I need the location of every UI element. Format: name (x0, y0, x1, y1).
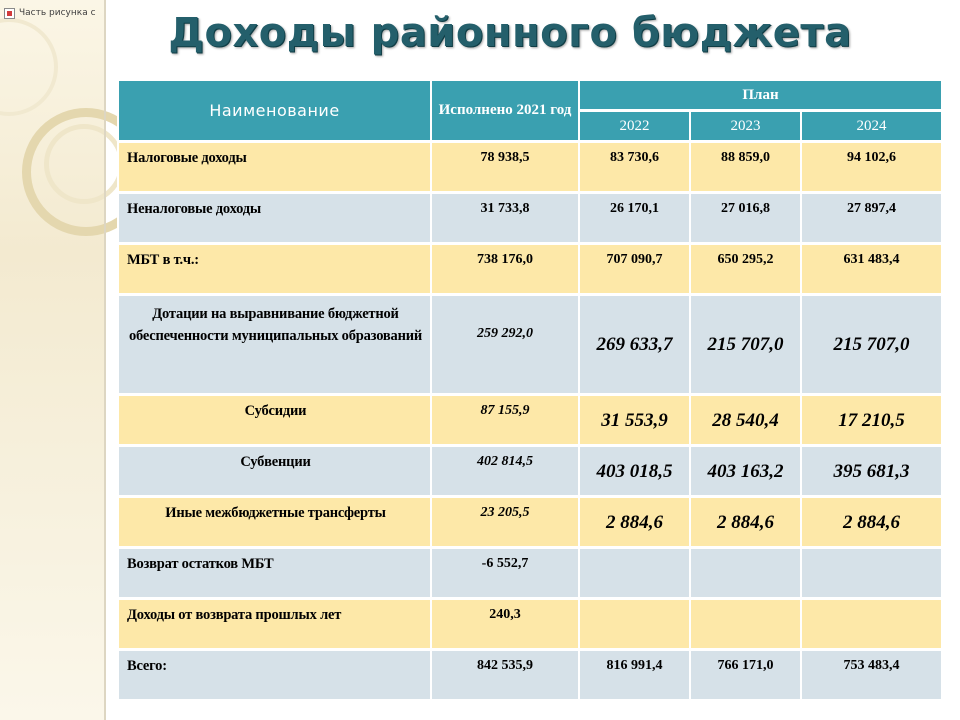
table-row (117, 296, 941, 396)
row-name: Субвенции (117, 447, 430, 498)
table-row (117, 194, 941, 245)
executed-value: 240,3 (430, 600, 578, 651)
page-title: Доходы районного бюджета (168, 10, 852, 56)
table-row (117, 447, 941, 498)
table-row (117, 396, 941, 447)
executed-value: 402 814,5 (430, 447, 578, 498)
header-year-2022: 2022 (578, 112, 689, 143)
panel-divider (104, 0, 106, 720)
plan-2023-value: 766 171,0 (689, 651, 800, 702)
plan-2024-value: 631 483,4 (800, 245, 941, 296)
header-year-2024: 2024 (800, 112, 941, 143)
decorative-ring (44, 124, 124, 204)
row-name: Доходы от возврата прошлых лет (117, 600, 430, 651)
budget-table (117, 81, 942, 702)
plan-2023-value: 28 540,4 (689, 396, 800, 447)
plan-2022-value: 269 633,7 (578, 296, 689, 396)
plan-2023-value: 88 859,0 (689, 143, 800, 194)
table-row (117, 600, 941, 651)
plan-2022-value: 816 991,4 (578, 651, 689, 702)
row-name: МБТ в т.ч.: (117, 245, 430, 296)
table-row (117, 651, 941, 702)
plan-2023-value: 27 016,8 (689, 194, 800, 245)
row-name: Иные межбюджетные трансферты (117, 498, 430, 549)
executed-value: 31 733,8 (430, 194, 578, 245)
plan-2024-value: 17 210,5 (800, 396, 941, 447)
plan-2022-value (578, 600, 689, 651)
executed-value: 259 292,0 (430, 296, 578, 396)
plan-2023-value: 403 163,2 (689, 447, 800, 498)
header-executed: Исполнено 2021 год (430, 81, 578, 143)
plan-2023-value: 215 707,0 (689, 296, 800, 396)
plan-2022-value (578, 549, 689, 600)
plan-2023-value (689, 549, 800, 600)
executed-value: 78 938,5 (430, 143, 578, 194)
row-name: Возврат остатков МБТ (117, 549, 430, 600)
plan-2022-value: 26 170,1 (578, 194, 689, 245)
plan-2023-value: 650 295,2 (689, 245, 800, 296)
plan-2024-value (800, 600, 941, 651)
plan-2022-value: 83 730,6 (578, 143, 689, 194)
executed-value: 87 155,9 (430, 396, 578, 447)
plan-2022-value: 2 884,6 (578, 498, 689, 549)
decorative-side-panel (0, 0, 106, 720)
plan-2023-value (689, 600, 800, 651)
plan-2022-value: 31 553,9 (578, 396, 689, 447)
image-placeholder-text: Часть рисунка с (19, 8, 96, 18)
row-name: Налоговые доходы (117, 143, 430, 194)
plan-2024-value: 27 897,4 (800, 194, 941, 245)
executed-value: -6 552,7 (430, 549, 578, 600)
executed-value: 738 176,0 (430, 245, 578, 296)
plan-2024-value: 94 102,6 (800, 143, 941, 194)
plan-2024-value: 2 884,6 (800, 498, 941, 549)
executed-value: 23 205,5 (430, 498, 578, 549)
table-row (117, 143, 941, 194)
header-plan: План (578, 81, 941, 112)
plan-2022-value: 403 018,5 (578, 447, 689, 498)
table-row (117, 245, 941, 296)
row-name: Неналоговые доходы (117, 194, 430, 245)
row-name: Субсидии (117, 396, 430, 447)
plan-2023-value: 2 884,6 (689, 498, 800, 549)
table-row (117, 498, 941, 549)
plan-2024-value: 753 483,4 (800, 651, 941, 702)
row-name: Всего: (117, 651, 430, 702)
plan-2022-value: 707 090,7 (578, 245, 689, 296)
header-name: Наименование (117, 81, 430, 143)
plan-2024-value (800, 549, 941, 600)
executed-value: 842 535,9 (430, 651, 578, 702)
plan-2024-value: 395 681,3 (800, 447, 941, 498)
row-name: Дотации на выравнивание бюджетной обеспеченности муниципальных образований (117, 296, 430, 396)
header-year-2023: 2023 (689, 112, 800, 143)
plan-2024-value: 215 707,0 (800, 296, 941, 396)
table-row (117, 549, 941, 600)
